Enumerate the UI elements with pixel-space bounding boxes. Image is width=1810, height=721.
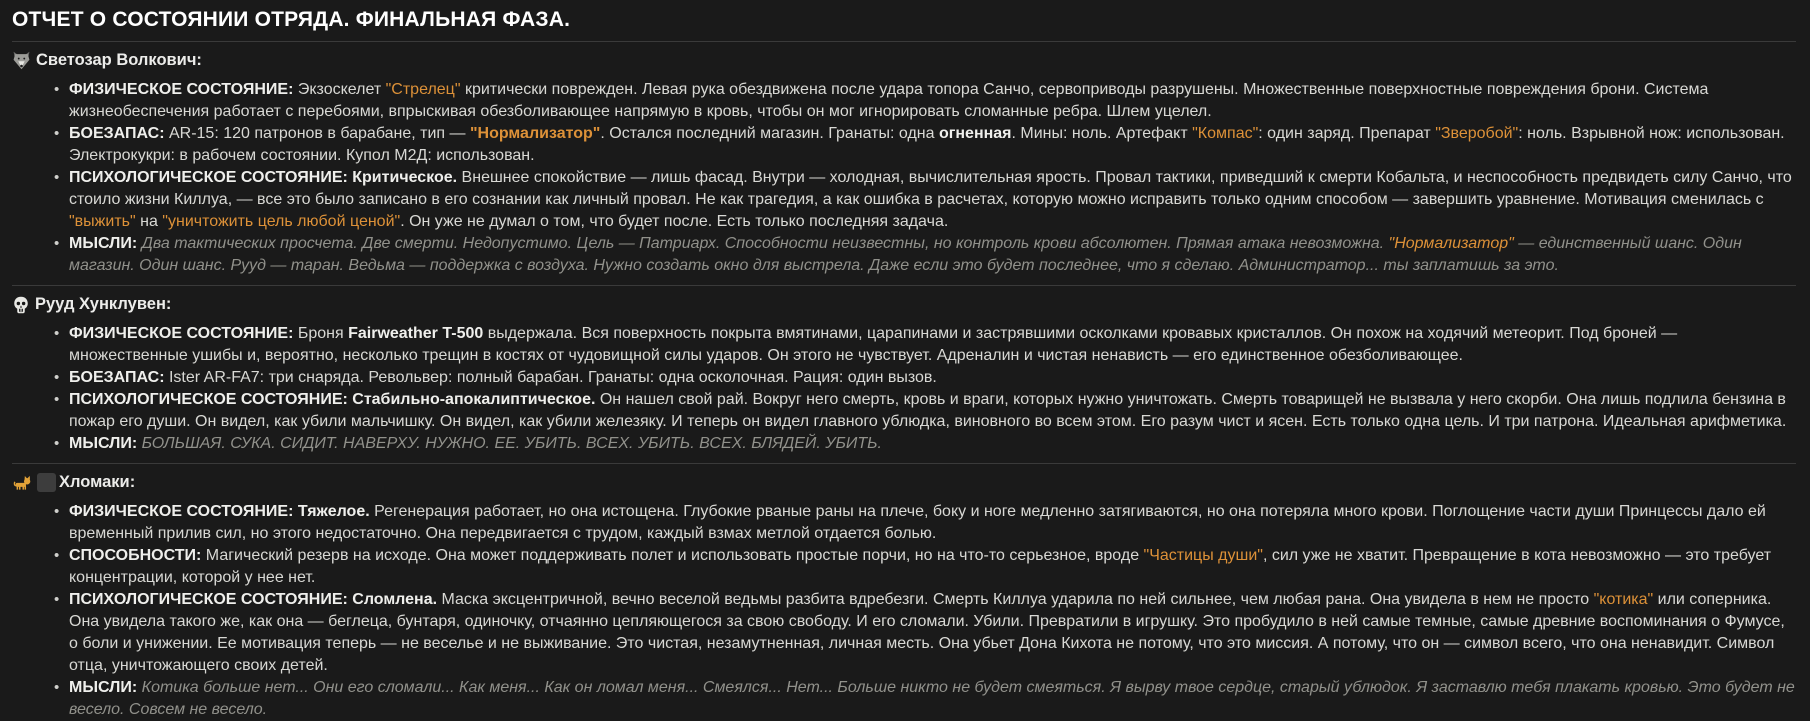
text-segment: : ноль. Взрывной нож: использован. Электрокукри: в рабочем состоянии. Купол М2Д: использован.: [69, 125, 1785, 164]
status-bullet: [69, 123, 1796, 167]
status-bullet: [69, 545, 1796, 589]
status-bullet: [69, 323, 1796, 367]
character-header: [12, 294, 1796, 315]
status-bullet: [69, 677, 1796, 721]
wolf-icon: [12, 51, 31, 70]
wiki-link[interactable]: "Компас": [1192, 125, 1259, 142]
text-segment: Два тактических просчета. Две смерти. Недопустимо. Цель — Патриарх. Способности неизвестны, но контроль крови абсолютен. Прямая атака невозможна.: [137, 235, 1389, 252]
text-segment: МЫСЛИ:: [69, 679, 138, 696]
character-header: [12, 472, 1796, 493]
text-segment: ФИЗИЧЕСКОЕ СОСТОЯНИЕ: Тяжелое.: [69, 503, 370, 520]
text-segment: или соперника. Она увидела такого же, как она — беглеца, бунтаря, одиночку, отчаянно цепляющегося за свою свободу. И его сломали. Убили. Превратили в игрушку. Это пробудило в ней самые темные, самые древние воспоминания о Фумусе, о боли и унижении. Ее мотивация теперь — не веселье и не выживание. Это чистая, незамутненная, личная месть. Она убьет Дона Кихота не потому, что это миссия. А потому, что он — символ всего, что она ненавидит. Символ отца, уничтожающего своих детей.: [69, 591, 1785, 674]
text-segment: Ister AR-FA7: три снаряда. Револьвер: полный барабан. Гранаты: одна осколочная. Рация: один вызов.: [164, 369, 937, 386]
text-segment: Внешнее спокойствие — лишь фасад. Внутри — холодная, вычислительная ярость. Провал тактики, приведший к смерти Кобальта, и неспособность предвидеть силу Санчо, что стоило жизни Киллуа, — все это было записано в его сознании как личный провал. Не как трагедия, а как ошибка в расчетах, которую можно исправить только одним способом — завершить уравнение. Мотивация сменилась с: [69, 169, 1792, 208]
character-name: Хломаки:: [59, 473, 136, 491]
text-segment: БОЛЬШАЯ. СУКА. СИДИТ. НАВЕРХУ. НУЖНО. ЕЕ. УБИТЬ. ВСЕХ. УБИТЬ. ВСЕХ. БЛЯДЕЙ. УБИТЬ.: [137, 435, 882, 452]
status-list: [12, 323, 1796, 455]
character-header: [12, 50, 1796, 71]
status-bullet: [69, 589, 1796, 677]
status-list: [12, 501, 1796, 721]
text-segment: ФИЗИЧЕСКОЕ СОСТОЯНИЕ:: [69, 325, 294, 342]
wiki-link[interactable]: "уничтожить цель любой ценой": [162, 213, 401, 230]
text-segment: ФИЗИЧЕСКОЕ СОСТОЯНИЕ:: [69, 81, 294, 98]
text-segment: ПСИХОЛОГИЧЕСКОЕ СОСТОЯНИЕ: Стабильно-апокалиптическое.: [69, 391, 596, 408]
text-segment: выдержала. Вся поверхность покрыта вмятинами, царапинами и застрявшими осколками кровавых кристаллов. Он похож на ходячий метеорит. Под броней — множественные ушибы и, вероятно, несколько трещин в костях от чудовищной силы ударов. Он этого не чувствует. Адреналин и чистая ненависть — его единственное обезболивающее.: [69, 325, 1678, 364]
divider: [12, 41, 1796, 42]
wiki-link[interactable]: "котика": [1593, 591, 1654, 608]
skull-icon: [12, 296, 30, 314]
text-segment: Fairweather T-500: [348, 325, 484, 342]
wiki-link[interactable]: "Стрелец": [385, 81, 461, 98]
text-segment: МЫСЛИ:: [69, 435, 138, 452]
text-segment: , сил уже не хватит. Превращение в кота невозможно — это требует концентрации, которой у нее нет.: [69, 547, 1772, 586]
divider: [12, 285, 1796, 286]
text-segment: ПСИХОЛОГИЧЕСКОЕ СОСТОЯНИЕ: Критическое.: [69, 169, 458, 186]
text-segment: огненная: [938, 125, 1012, 142]
text-segment: ПСИХОЛОГИЧЕСКОЕ СОСТОЯНИЕ: Сломлена.: [69, 591, 438, 608]
text-segment: СПОСОБНОСТИ:: [69, 547, 202, 564]
status-bullet: [69, 433, 1796, 455]
wiki-link[interactable]: "Нормализатор": [1388, 235, 1514, 252]
text-segment: : один заряд. Препарат: [1258, 125, 1436, 142]
status-list: [12, 79, 1796, 277]
status-bullet: [69, 79, 1796, 123]
wiki-link[interactable]: "выжить": [69, 213, 136, 230]
status-bullet: [69, 233, 1796, 277]
text-segment: Экзоскелет: [293, 81, 386, 98]
text-segment: Магический резерв на исходе. Она может поддерживать полет и использовать простые порчи, но на что-то серьезное, вроде: [201, 547, 1144, 564]
text-segment: . Остался последний магазин. Гранаты: одна: [600, 125, 939, 142]
text-segment: Броня: [293, 325, 349, 342]
text-segment: — единственный шанс. Один магазин. Один шанс. Рууд — таран. Ведьма — поддержка с воздуха. Нужно создать окно для выстрела. Даже если это будет последнее, что я сделаю. Администратор... ты заплатишь за это.: [69, 235, 1742, 274]
text-segment: БОЕЗАПАС:: [69, 125, 165, 142]
status-bullet: [69, 367, 1796, 389]
text-segment: Он нашел свой рай. Вокруг него смерть, кровь и враги, которых нужно уничтожать. Смерть товарищей не вызвала у него скорби. Она лишь подлила бензина в пожар его души. Он видел, как убили мальчишку. Он видел, как убили железяку. И теперь он видел главного ублюдка, виновного во всем этом. Его разум чист и ясен. Есть только одна цель. И три патрона. Идеальная арифметика.: [69, 391, 1787, 430]
text-segment: критически поврежден. Левая рука обездвижена после удара топора Санчо, сервоприводы разрушены. Множественные поверхностные повреждения брони. Система жизнеобеспечения работает с перебоями, впрыскивая обезболивающее напрямую в кровь, чтобы он мог игнорировать сломанные ребра. Шлем уцелел.: [69, 81, 1709, 120]
status-bullet: [69, 167, 1796, 233]
divider: [12, 463, 1796, 464]
text-segment: . Он уже не думал о том, что будет после. Есть только последняя задача.: [400, 213, 949, 230]
sections-container: [12, 50, 1796, 721]
text-segment: . Мины: ноль. Артефакт: [1011, 125, 1193, 142]
text-segment: БОЕЗАПАС:: [69, 369, 165, 386]
text-segment: AR-15: 120 патронов в барабане, тип —: [164, 125, 470, 142]
status-bullet: [69, 501, 1796, 545]
status-bullet: [69, 389, 1796, 433]
text-segment: Котика больше нет... Они его сломали... Как меня... Как он ломал меня... Смеялся... Нет... Больше никто не будет смеяться. Я вырву твое сердце, старый ублюдок. Я заставлю тебя плакать кровью. Это будет не весело. Совсем не весело.: [69, 679, 1795, 718]
text-segment: Маска эксцентричной, вечно веселой ведьмы разбита вдребезги. Смерть Киллуа ударила по ней сильнее, чем любая рана. Она увидела в нем не просто: [437, 591, 1594, 608]
cat-icon: [12, 473, 32, 492]
character-name: Светозар Волкович:: [36, 51, 202, 69]
missing-glyph-box: [37, 473, 56, 492]
wiki-link[interactable]: "Зверобой": [1435, 125, 1519, 142]
wiki-link[interactable]: "Нормализатор": [469, 125, 601, 142]
page-title: ОТЧЕТ О СОСТОЯНИИ ОТРЯДА. ФИНАЛЬНАЯ ФАЗА.: [12, 8, 571, 31]
wiki-link[interactable]: "Частицы души": [1143, 547, 1263, 564]
character-name: Рууд Хунклувен:: [35, 295, 172, 313]
text-segment: МЫСЛИ:: [69, 235, 138, 252]
text-segment: на: [135, 213, 163, 230]
text-segment: Регенерация работает, но она истощена. Глубокие рваные раны на плече, боку и ноге медленно затягиваются, но она потеряла много крови. Поглощение части души Принцессы дало ей временный прилив сил, но этого недостаточно. Она передвигается с трудом, каждый взмах метлой отдается болью.: [69, 503, 1766, 542]
